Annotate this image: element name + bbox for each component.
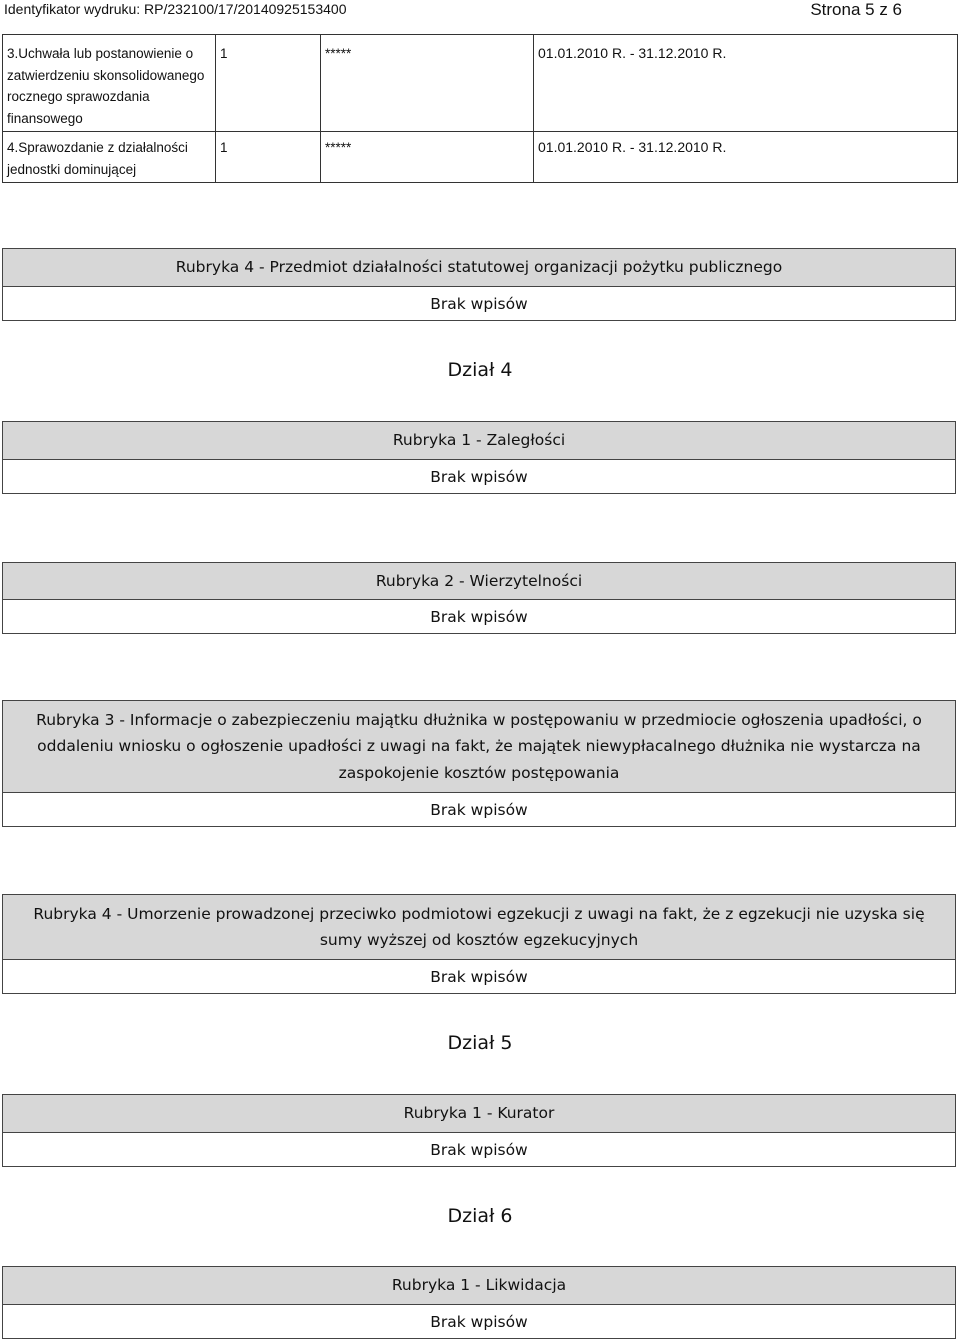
dzial-heading: Dział 4 [447,359,513,381]
section-zabezpieczenie [2,700,956,827]
section-title: Rubryka 1 - Zaległości [3,422,955,460]
section-kurator [2,1094,956,1167]
document-table [2,34,958,183]
section-empty: Brak wpisów [430,1141,528,1159]
page-number: Strona 5 z 6 [810,0,902,19]
section-umorzenie [2,894,956,994]
section-wierzytelnosci [2,562,956,634]
section-likwidacja [2,1266,956,1339]
row-number: 1 [216,132,321,183]
print-identifier: Identyfikator wydruku: RP/232100/17/20140925153400 [4,1,347,17]
row-label: 4.Sprawozdanie z działalności jednostki dominującej [3,132,216,183]
dzial-heading: Dział 6 [447,1205,513,1227]
section-empty: Brak wpisów [430,468,528,486]
section-title: Rubryka 1 - Likwidacja [3,1267,955,1305]
table-row [3,132,958,183]
section-empty: Brak wpisów [430,295,528,313]
row-masked: ***** [321,132,534,183]
section-empty: Brak wpisów [430,801,528,819]
section-zaleglosci [2,421,956,494]
section-title: Rubryka 4 - Przedmiot działalności statutowej organizacji pożytku publicznego [3,249,955,287]
print-header [0,0,960,20]
dzial-heading: Dział 5 [447,1032,513,1054]
row-dates: 01.01.2010 R. - 31.12.2010 R. [534,132,958,183]
section-title: Rubryka 3 - Informacje o zabezpieczeniu majątku dłużnika w postępowaniu w przedmiocie ogłoszenia upadłości, o oddaleniu wniosku o ogłoszenie upadłości z uwagi na fakt, że majątek niewypłacalnego dłużnika nie wystarcza na zaspokojenie kosztów postępowania [3,701,955,793]
section-empty: Brak wpisów [430,1313,528,1331]
section-title: Rubryka 4 - Umorzenie prowadzonej przeciwko podmiotowi egzekucji z uwagi na fakt, że z egzekucji nie uzyska się sumy wyższej od kosztów egzekucyjnych [3,895,955,960]
section-title: Rubryka 1 - Kurator [3,1095,955,1133]
row-number: 1 [216,35,321,132]
row-dates: 01.01.2010 R. - 31.12.2010 R. [534,35,958,132]
row-label: 3.Uchwała lub postanowienie o zatwierdzeniu skonsolidowanego rocznego sprawozdania finansowego [3,35,216,132]
section-title: Rubryka 2 - Wierzytelności [3,563,955,600]
section-empty: Brak wpisów [430,608,528,626]
section-rubryka-4-opp [2,248,956,321]
row-masked: ***** [321,35,534,132]
section-empty: Brak wpisów [430,968,528,986]
table-row [3,35,958,132]
